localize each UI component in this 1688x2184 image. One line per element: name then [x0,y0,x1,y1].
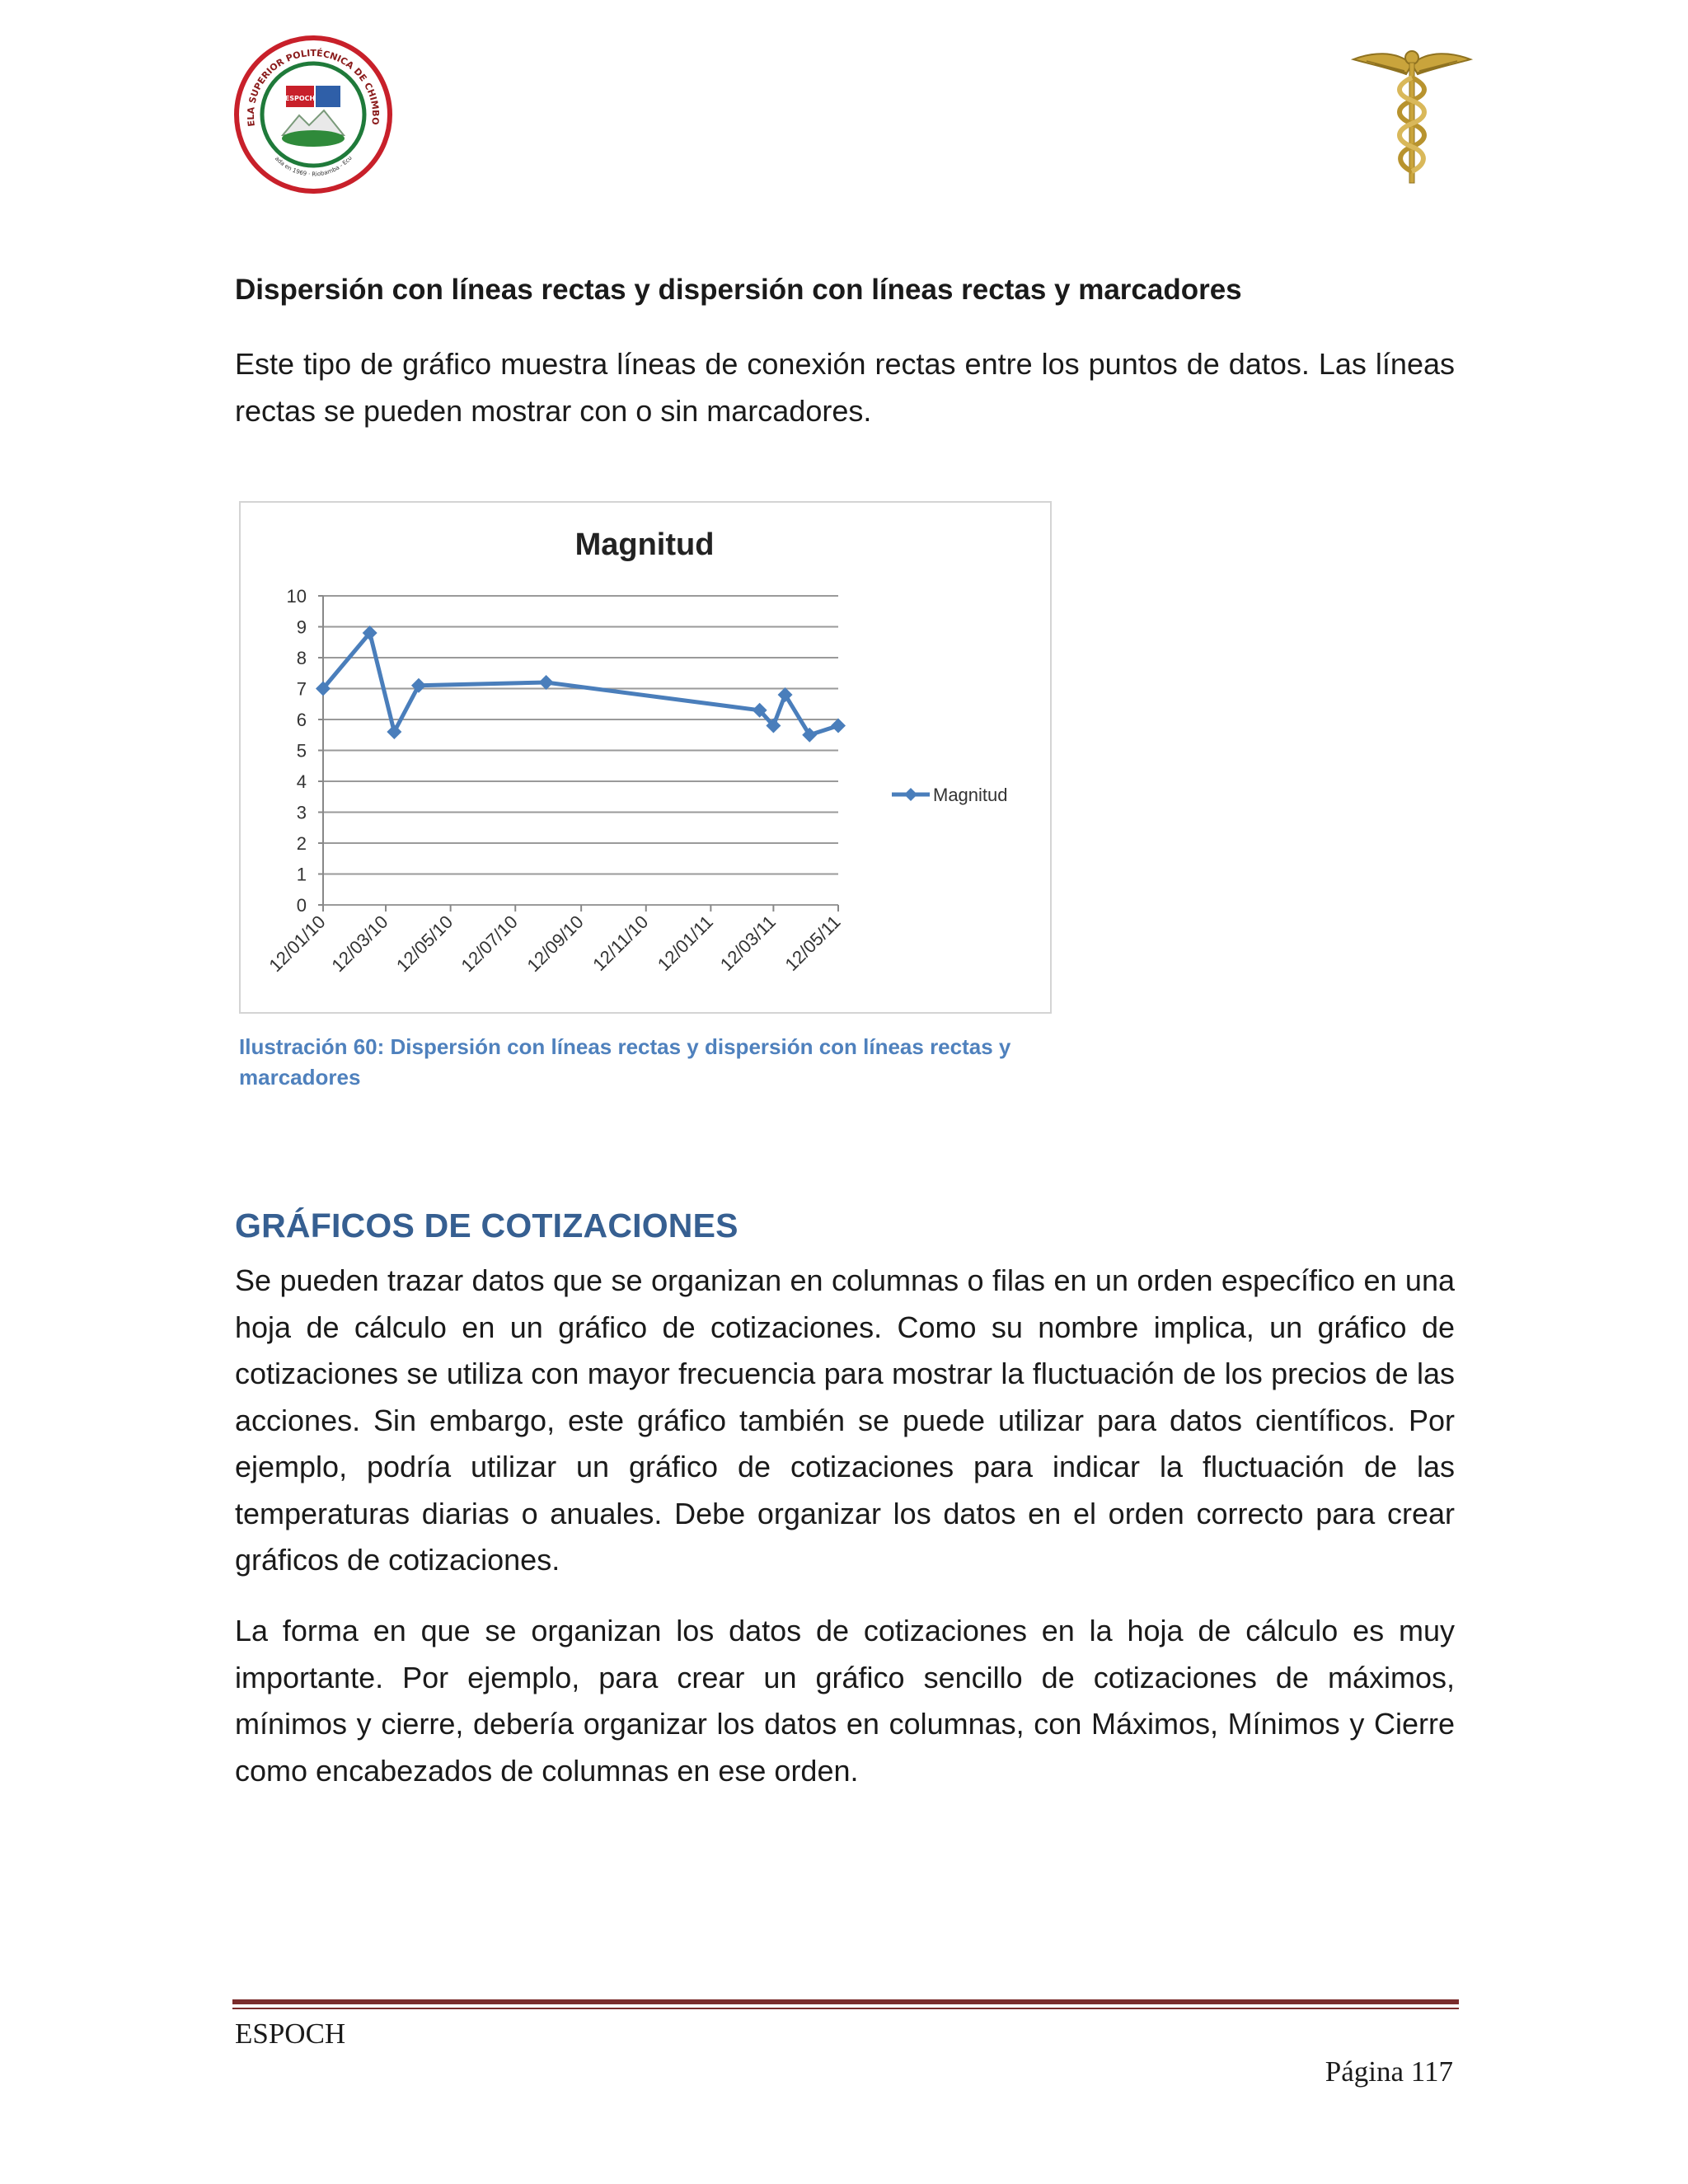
page-number: Página 117 [1325,2055,1453,2088]
y-tick-label: 6 [296,710,307,730]
y-tick-label: 8 [296,648,307,668]
y-tick-label: 5 [296,740,307,762]
x-tick-label: 12/05/10 [392,911,457,977]
y-tick-label: 0 [296,895,307,916]
x-tick-label: 12/07/10 [457,911,522,977]
x-tick-label: 12/09/10 [523,911,588,977]
caduceus-icon [1350,41,1474,185]
seal-text: ELA SUPERIOR POLITÉCNICA DE CHIMBO [245,48,382,128]
chart-title: Magnitud [574,527,715,562]
section-paragraph-2: La forma en que se organizan los datos de cotizaciones en la hoja de cálculo es muy importante. Por ejemplo, para crear un gráfico sencillo de cotizaciones de máximos, mínimos y cierre, debería organizar los datos en columnas, con Máximos, Mínimos y Cierre como encabezados de columnas en ese orden. [235,1614,1455,1788]
footer-institution: ESPOCH [235,2018,346,2050]
y-tick-label: 2 [296,833,307,854]
x-tick-label: 12/01/10 [265,911,330,977]
data-point-marker [831,719,846,733]
x-tick-label: 12/05/11 [781,911,845,975]
footer-rule-thin [232,2008,1459,2009]
section-title: GRÁFICOS DE COTIZACIONES [235,1207,738,1244]
magnitude-chart [239,501,1052,1014]
x-tick-label: 12/01/11 [653,911,717,975]
figure-caption: Ilustración 60: Dispersión con líneas rectas y dispersión con líneas rectas y marcadores [239,1034,1011,1090]
legend-label: Magnitud [933,785,1008,805]
data-point-marker [387,724,401,739]
y-tick-label: 7 [296,678,307,700]
footer-rule [232,1999,1459,2004]
institutional-seal-icon [233,35,393,194]
y-tick-label: 3 [296,802,307,823]
y-tick-label: 4 [296,771,307,792]
section-heading: Dispersión con líneas rectas y dispersión con líneas rectas y marcadores [235,274,1242,306]
y-tick-label: 1 [296,864,307,885]
seal-footer: ada en 1969 · Riobamba - Ecu [273,154,354,178]
data-point-marker [411,678,426,693]
legend-marker [904,788,917,801]
intro-paragraph: Este tipo de gráfico muestra líneas de conexión rectas entre los puntos de datos. Las líneas rectas se pueden mostrar con o sin marcadores. [235,347,1455,428]
data-point-marker [539,675,554,690]
x-tick-label: 12/11/10 [588,911,653,975]
y-tick-label: 9 [296,616,307,638]
seal-badge: ESPOCH [284,95,316,102]
x-tick-label: 12/03/11 [715,911,780,975]
section-paragraph-1: Se pueden trazar datos que se organizan en columnas o filas en un orden específico en una hoja de cálculo en un gráfico de cotizaciones. Como su nombre implica, un gráfico de cotizaciones se utiliza con mayor frecuencia para mostrar la fluctuación de los precios de las acciones. Sin embargo, este gráfico también se puede utilizar para datos científicos. Por ejemplo, podría utilizar un gráfico de cotizaciones para indicar la fluctuación de las temperaturas diarias o anuales. Debe organizar los datos en el orden correcto para crear gráficos de cotizaciones. [235,1263,1455,1577]
chart-canvas [241,503,1053,1015]
y-tick-label: 10 [286,586,307,607]
x-tick-label: 12/03/10 [327,911,392,977]
